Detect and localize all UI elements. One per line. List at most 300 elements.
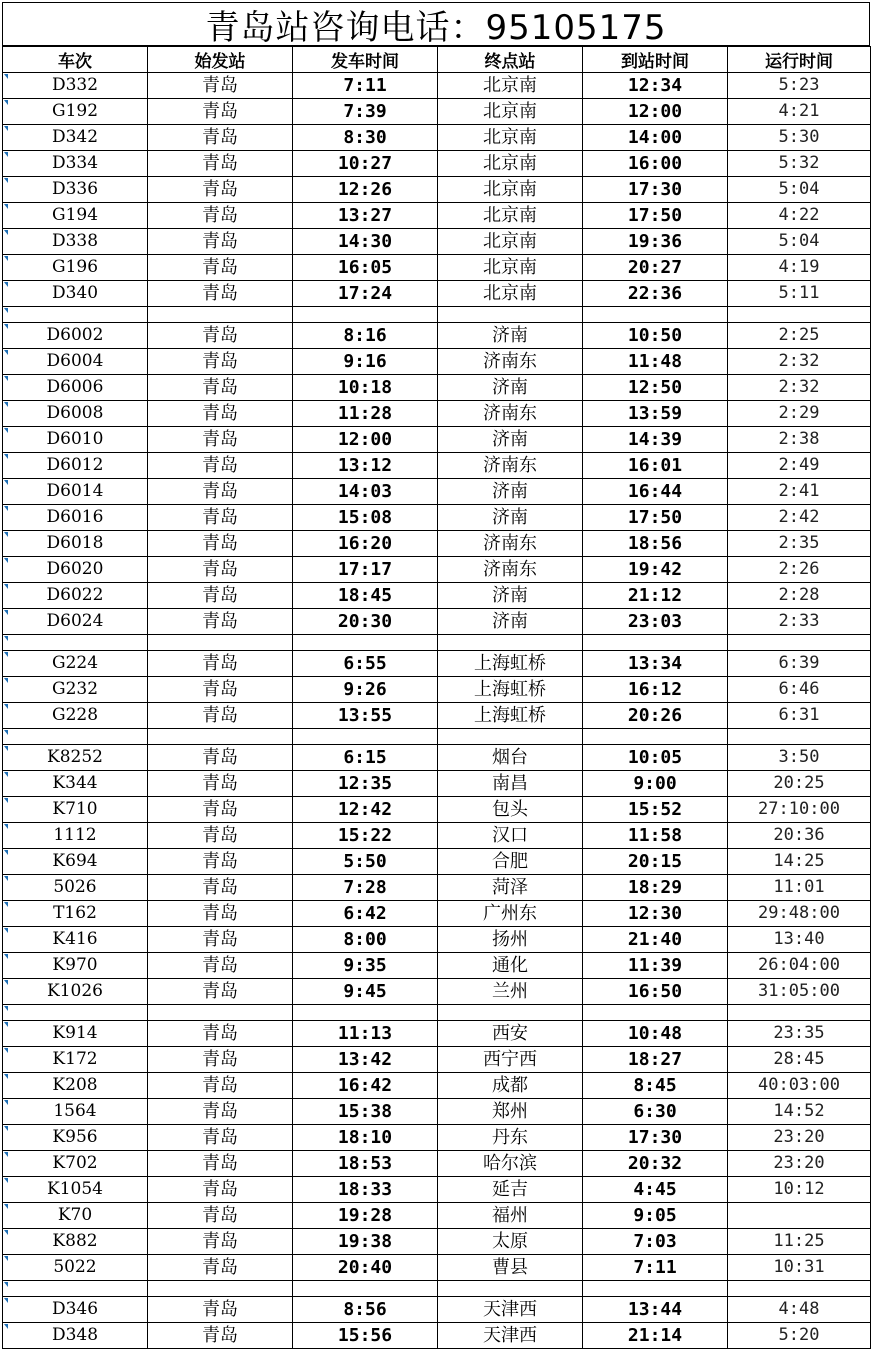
train-no-text: D6006 [46, 377, 104, 397]
comment-marker-icon [4, 772, 8, 777]
comment-marker-icon [4, 928, 8, 933]
cell-travel-time [728, 479, 871, 505]
departure-time-text: 13:55 [337, 705, 393, 726]
origin-text: 青岛 [202, 1075, 238, 1096]
destination-text: 延吉 [492, 1179, 528, 1200]
origin-text: 青岛 [202, 955, 238, 976]
cell-arrival-time [583, 505, 728, 531]
departure-time-text: 17:24 [337, 283, 393, 304]
train-no-text: D334 [51, 153, 99, 173]
cell-departure-time [293, 375, 438, 401]
origin-text: 青岛 [202, 325, 238, 346]
cell-destination [438, 531, 583, 557]
cell-arrival-time [583, 427, 728, 453]
cell-train-no [3, 479, 148, 505]
departure-time-text: 15:38 [337, 1101, 393, 1122]
cell-travel-time [728, 901, 871, 927]
cell-departure-time [293, 677, 438, 703]
cell-train-no [3, 531, 148, 557]
comment-marker-icon [4, 532, 8, 537]
comment-marker-icon [4, 350, 8, 355]
cell-origin [148, 1229, 293, 1255]
table-row [3, 349, 871, 375]
cell-origin [148, 823, 293, 849]
destination-text: 济南 [492, 507, 528, 528]
departure-time-text: 12:00 [337, 429, 393, 450]
cell-train-no [3, 849, 148, 875]
travel-time-text: 26:04:00 [758, 955, 840, 975]
cell-travel-time [728, 953, 871, 979]
comment-marker-icon [4, 902, 8, 907]
cell-destination [438, 1297, 583, 1323]
travel-time-text: 4:21 [778, 101, 820, 121]
cell-destination [438, 953, 583, 979]
table-row [3, 677, 871, 703]
cell-travel-time [728, 177, 871, 203]
arrival-time-text: 9:00 [633, 773, 677, 794]
cell-departure-time [293, 583, 438, 609]
travel-time-text: 2:26 [778, 559, 820, 579]
table-row [3, 281, 871, 307]
cell-destination [438, 609, 583, 635]
comment-marker-icon [4, 954, 8, 959]
cell-travel-time [728, 849, 871, 875]
table-row [3, 823, 871, 849]
separator-cell [438, 729, 583, 745]
departure-time-text: 20:40 [337, 1257, 393, 1278]
travel-time-text: 2:49 [778, 455, 820, 475]
cell-arrival-time [583, 901, 728, 927]
cell-travel-time [728, 797, 871, 823]
cell-destination [438, 479, 583, 505]
timetable-body [3, 73, 871, 1349]
cell-arrival-time [583, 1255, 728, 1281]
train-no-text: D332 [51, 75, 99, 95]
travel-time-text: 5:23 [778, 75, 820, 95]
arrival-time-text: 19:42 [627, 559, 683, 580]
train-no-text: K702 [52, 1153, 98, 1173]
separator-cell [293, 307, 438, 323]
separator-row [3, 307, 871, 323]
cell-travel-time [728, 823, 871, 849]
table-row [3, 849, 871, 875]
cell-train-no [3, 557, 148, 583]
cell-departure-time [293, 823, 438, 849]
comment-marker-icon [4, 428, 8, 433]
comment-marker-icon [4, 1152, 8, 1157]
departure-time-text: 12:42 [337, 799, 393, 820]
cell-destination [438, 151, 583, 177]
departure-time-text: 10:27 [337, 153, 393, 174]
destination-text: 太原 [492, 1231, 528, 1252]
cell-train-no [3, 1047, 148, 1073]
origin-text: 青岛 [202, 101, 238, 122]
train-no-text: 5026 [53, 877, 97, 897]
cell-destination [438, 1229, 583, 1255]
cell-travel-time [728, 151, 871, 177]
cell-origin [148, 901, 293, 927]
table-row [3, 745, 871, 771]
origin-text: 青岛 [202, 1231, 238, 1252]
origin-text: 青岛 [202, 799, 238, 820]
departure-time-text: 19:38 [337, 1231, 393, 1252]
travel-time-text: 2:25 [778, 325, 820, 345]
table-row [3, 73, 871, 99]
arrival-time-text: 17:50 [627, 507, 683, 528]
comment-marker-icon [4, 506, 8, 511]
comment-marker-icon [4, 256, 8, 261]
comment-marker-icon [4, 308, 8, 313]
cell-travel-time [728, 505, 871, 531]
table-row [3, 979, 871, 1005]
origin-text: 青岛 [202, 205, 238, 226]
comment-marker-icon [4, 746, 8, 751]
cell-travel-time [728, 1151, 871, 1177]
origin-text: 青岛 [202, 1023, 238, 1044]
train-no-text: K208 [52, 1075, 98, 1095]
origin-text: 青岛 [202, 507, 238, 528]
origin-text: 青岛 [202, 127, 238, 148]
arrival-time-text: 14:00 [627, 127, 683, 148]
destination-text: 丹东 [492, 1127, 528, 1148]
destination-text: 汉口 [492, 825, 528, 846]
cell-train-no [3, 151, 148, 177]
train-no-text: K416 [52, 929, 98, 949]
train-no-text: D6016 [46, 507, 104, 527]
cell-departure-time [293, 953, 438, 979]
cell-travel-time [728, 255, 871, 281]
travel-time-text: 29:48:00 [758, 903, 840, 923]
table-row [3, 703, 871, 729]
cell-departure-time [293, 255, 438, 281]
cell-departure-time [293, 401, 438, 427]
cell-destination [438, 401, 583, 427]
destination-text: 济南 [492, 429, 528, 450]
cell-train-no [3, 823, 148, 849]
train-no-text: G194 [51, 205, 99, 225]
travel-time-text: 2:32 [778, 377, 820, 397]
cell-destination [438, 125, 583, 151]
separator-cell [293, 729, 438, 745]
origin-text: 青岛 [202, 1257, 238, 1278]
table-row [3, 427, 871, 453]
table-row [3, 953, 871, 979]
train-no-text: D336 [51, 179, 99, 199]
arrival-time-text: 11:58 [627, 825, 683, 846]
departure-time-text: 8:00 [343, 929, 387, 950]
cell-arrival-time [583, 99, 728, 125]
comment-marker-icon [4, 282, 8, 287]
cell-train-no [3, 375, 148, 401]
cell-destination [438, 505, 583, 531]
comment-marker-icon [4, 1282, 8, 1287]
departure-time-text: 8:16 [343, 325, 387, 346]
travel-time-text: 2:33 [778, 611, 820, 631]
cell-origin [148, 1203, 293, 1229]
cell-destination [438, 651, 583, 677]
origin-text: 青岛 [202, 179, 238, 200]
cell-arrival-time [583, 349, 728, 375]
arrival-time-text: 15:52 [627, 799, 683, 820]
cell-train-no [3, 349, 148, 375]
arrival-time-text: 22:36 [627, 283, 683, 304]
cell-destination [438, 1125, 583, 1151]
departure-time-text: 16:42 [337, 1075, 393, 1096]
cell-origin [148, 125, 293, 151]
arrival-time-text: 7:03 [633, 1231, 677, 1252]
table-row [3, 99, 871, 125]
cell-arrival-time [583, 677, 728, 703]
origin-text: 青岛 [202, 1101, 238, 1122]
destination-text: 济南东 [483, 533, 537, 554]
origin-text: 青岛 [202, 1179, 238, 1200]
cell-departure-time [293, 797, 438, 823]
departure-time-text: 5:50 [343, 851, 387, 872]
cell-arrival-time [583, 281, 728, 307]
cell-arrival-time [583, 651, 728, 677]
travel-time-text: 20:25 [773, 773, 825, 793]
cell-travel-time [728, 531, 871, 557]
comment-marker-icon [4, 584, 8, 589]
table-row [3, 901, 871, 927]
cell-departure-time [293, 479, 438, 505]
departure-time-text: 6:42 [343, 903, 387, 924]
cell-destination [438, 703, 583, 729]
cell-arrival-time [583, 453, 728, 479]
cell-train-no [3, 771, 148, 797]
cell-train-no [3, 797, 148, 823]
cell-origin [148, 1021, 293, 1047]
cell-travel-time [728, 703, 871, 729]
departure-time-text: 14:30 [337, 231, 393, 252]
cell-train-no [3, 875, 148, 901]
cell-arrival-time [583, 849, 728, 875]
travel-time-text: 10:12 [773, 1179, 825, 1199]
cell-destination [438, 73, 583, 99]
separator-cell [148, 1281, 293, 1297]
cell-departure-time [293, 229, 438, 255]
cell-arrival-time [583, 229, 728, 255]
train-no-text: D346 [51, 1299, 99, 1319]
cell-departure-time [293, 1099, 438, 1125]
origin-text: 青岛 [202, 877, 238, 898]
origin-text: 青岛 [202, 981, 238, 1002]
origin-text: 青岛 [202, 257, 238, 278]
table-row [3, 203, 871, 229]
separator-cell [583, 1281, 728, 1297]
separator-cell [438, 307, 583, 323]
cell-departure-time [293, 1073, 438, 1099]
cell-travel-time [728, 1229, 871, 1255]
arrival-time-text: 20:32 [627, 1153, 683, 1174]
departure-time-text: 12:26 [337, 179, 393, 200]
cell-destination [438, 823, 583, 849]
separator-cell [438, 1005, 583, 1021]
cell-travel-time [728, 427, 871, 453]
cell-train-no [3, 453, 148, 479]
cell-departure-time [293, 875, 438, 901]
cell-train-no [3, 677, 148, 703]
table-row [3, 1203, 871, 1229]
departure-time-text: 15:22 [337, 825, 393, 846]
arrival-time-text: 21:14 [627, 1325, 683, 1346]
cell-departure-time [293, 901, 438, 927]
train-no-text: K970 [52, 955, 98, 975]
comment-marker-icon [4, 324, 8, 329]
table-row [3, 875, 871, 901]
train-no-text: K914 [52, 1023, 98, 1043]
arrival-time-text: 20:27 [627, 257, 683, 278]
cell-train-no [3, 505, 148, 531]
comment-marker-icon [4, 1074, 8, 1079]
departure-time-text: 8:56 [343, 1299, 387, 1320]
destination-text: 济南东 [483, 455, 537, 476]
arrival-time-text: 16:00 [627, 153, 683, 174]
cell-origin [148, 99, 293, 125]
cell-train-no [3, 1297, 148, 1323]
separator-cell [728, 729, 871, 745]
table-row [3, 797, 871, 823]
arrival-time-text: 19:36 [627, 231, 683, 252]
destination-text: 西安 [492, 1023, 528, 1044]
comment-marker-icon [4, 1324, 8, 1329]
separator-cell [583, 635, 728, 651]
cell-arrival-time [583, 609, 728, 635]
cell-departure-time [293, 771, 438, 797]
travel-time-text: 2:35 [778, 533, 820, 553]
cell-train-no [3, 1125, 148, 1151]
cell-origin [148, 505, 293, 531]
origin-text: 青岛 [202, 773, 238, 794]
cell-train-no [3, 73, 148, 99]
train-no-text: D6010 [46, 429, 104, 449]
destination-text: 烟台 [492, 747, 528, 768]
cell-train-no [3, 1203, 148, 1229]
train-no-text: D6018 [46, 533, 104, 553]
origin-text: 青岛 [202, 481, 238, 502]
arrival-time-text: 17:50 [627, 205, 683, 226]
comment-marker-icon [4, 610, 8, 615]
cell-travel-time [728, 583, 871, 609]
train-no-text: D6024 [46, 611, 104, 631]
destination-text: 北京南 [483, 283, 537, 304]
arrival-time-text: 18:56 [627, 533, 683, 554]
arrival-time-text: 11:48 [627, 351, 683, 372]
cell-train-no [3, 583, 148, 609]
cell-travel-time [728, 99, 871, 125]
arrival-time-text: 21:40 [627, 929, 683, 950]
departure-time-text: 18:10 [337, 1127, 393, 1148]
travel-time-text: 14:52 [773, 1101, 825, 1121]
separator-cell [3, 1281, 148, 1297]
cell-origin [148, 73, 293, 99]
table-row [3, 651, 871, 677]
comment-marker-icon [4, 402, 8, 407]
train-no-text: 5022 [53, 1257, 97, 1277]
travel-time-text: 31:05:00 [758, 981, 840, 1001]
header-travel-time: 运行时间 [728, 47, 871, 73]
cell-train-no [3, 1255, 148, 1281]
separator-cell [148, 729, 293, 745]
travel-time-text: 5:32 [778, 153, 820, 173]
cell-travel-time [728, 1203, 871, 1229]
destination-text: 济南东 [483, 403, 537, 424]
cell-origin [148, 281, 293, 307]
cell-departure-time [293, 609, 438, 635]
destination-text: 北京南 [483, 101, 537, 122]
cell-arrival-time [583, 151, 728, 177]
comment-marker-icon [4, 636, 8, 641]
table-row [3, 1177, 871, 1203]
origin-text: 青岛 [202, 1049, 238, 1070]
cell-arrival-time [583, 1125, 728, 1151]
cell-arrival-time [583, 703, 728, 729]
cell-destination [438, 1047, 583, 1073]
table-row [3, 771, 871, 797]
train-no-text: 1564 [53, 1101, 97, 1121]
table-row [3, 1297, 871, 1323]
origin-text: 青岛 [202, 559, 238, 580]
comment-marker-icon [4, 1022, 8, 1027]
table-row [3, 1255, 871, 1281]
departure-time-text: 13:27 [337, 205, 393, 226]
comment-marker-icon [4, 100, 8, 105]
travel-time-text: 2:29 [778, 403, 820, 423]
cell-arrival-time [583, 375, 728, 401]
cell-destination [438, 557, 583, 583]
train-no-text: D6014 [46, 481, 104, 501]
cell-destination [438, 177, 583, 203]
header-departure-time: 发车时间 [293, 47, 438, 73]
separator-row [3, 1005, 871, 1021]
separator-cell [148, 635, 293, 651]
comment-marker-icon [4, 1006, 8, 1011]
cell-arrival-time [583, 255, 728, 281]
departure-time-text: 17:17 [337, 559, 393, 580]
arrival-time-text: 6:30 [633, 1101, 677, 1122]
cell-origin [148, 1255, 293, 1281]
departure-time-text: 18:45 [337, 585, 393, 606]
cell-destination [438, 255, 583, 281]
table-row [3, 151, 871, 177]
departure-time-text: 20:30 [337, 611, 393, 632]
cell-arrival-time [583, 557, 728, 583]
destination-text: 通化 [492, 955, 528, 976]
departure-time-text: 15:56 [337, 1325, 393, 1346]
cell-train-no [3, 255, 148, 281]
cell-origin [148, 453, 293, 479]
train-no-text: 1112 [53, 825, 97, 845]
departure-time-text: 18:53 [337, 1153, 393, 1174]
cell-destination [438, 1151, 583, 1177]
cell-destination [438, 203, 583, 229]
departure-time-text: 18:33 [337, 1179, 393, 1200]
table-row [3, 479, 871, 505]
comment-marker-icon [4, 798, 8, 803]
comment-marker-icon [4, 678, 8, 683]
arrival-time-text: 17:30 [627, 179, 683, 200]
travel-time-text: 10:31 [773, 1257, 825, 1277]
cell-origin [148, 927, 293, 953]
cell-origin [148, 255, 293, 281]
destination-text: 济南 [492, 585, 528, 606]
separator-cell [583, 1005, 728, 1021]
origin-text: 青岛 [202, 929, 238, 950]
cell-origin [148, 651, 293, 677]
train-no-text: D342 [51, 127, 99, 147]
cell-origin [148, 151, 293, 177]
cell-destination [438, 771, 583, 797]
